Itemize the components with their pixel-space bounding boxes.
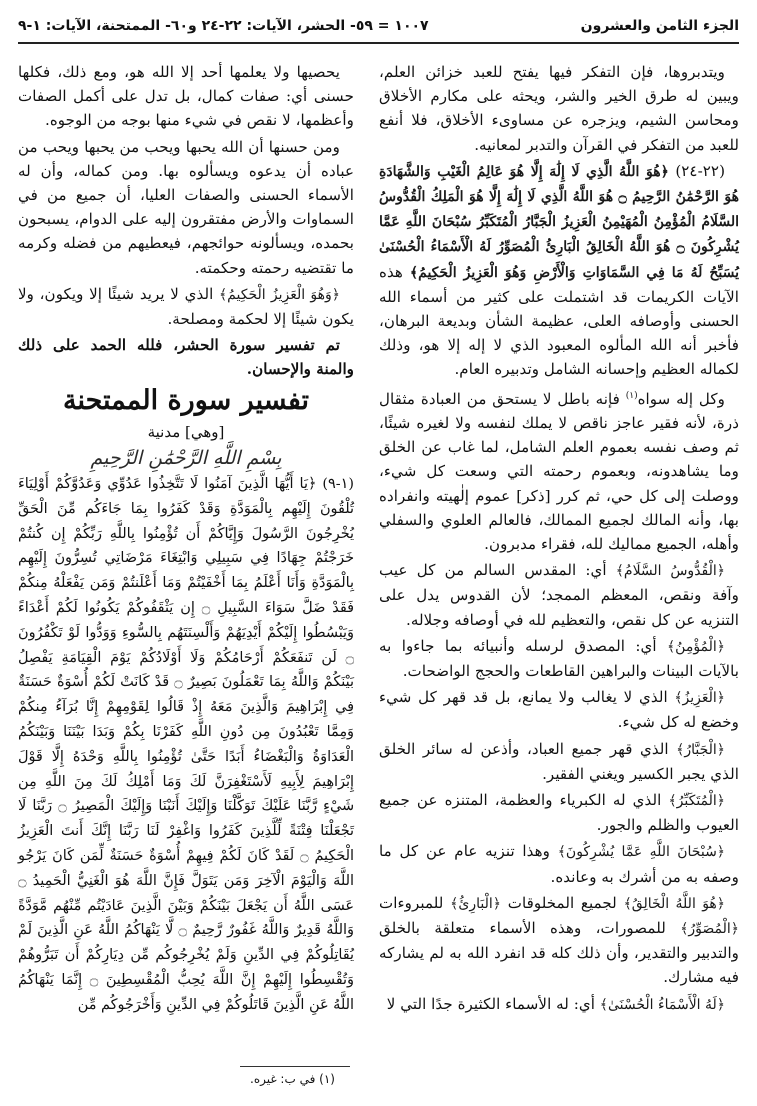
basmala: بِسْمِ اللَّهِ الرَّحْمَٰنِ الرَّحِيمِ — [90, 446, 282, 469]
commentary: للمبروءات — [379, 893, 444, 912]
paragraph — [379, 992, 739, 1017]
quran-quote: ﴿وَهُوَ الْعَزِيزُ الْحَكِيمُ﴾ — [218, 286, 341, 303]
commentary: لجميع المخلوقات — [507, 893, 617, 912]
quran-quote: ﴿الْجَبَّارُ﴾ — [676, 741, 726, 758]
commentary: الذي لا يريد شيئًا إلا ويكون، ولا يكون شيئًا إلا لحكمة ومصلحة. — [18, 284, 354, 329]
header-part: الجزء الثامن والعشرون — [580, 18, 739, 34]
quran-passage — [18, 472, 354, 1018]
verse-range: (١-٩) — [322, 476, 355, 493]
left-column — [18, 60, 354, 1020]
commentary: وكل إله سواه — [637, 389, 725, 408]
commentary: الذي لا يغالب ولا يمانع، بل قد قهر كل شيء وخضع له كل شيء. — [379, 688, 739, 732]
commentary: أي: المصدق لرسله وأنبيائه بما جاءوا به بالآيات البينات والبراهين القاطعات والحجج الواضحات. — [379, 636, 739, 680]
footnote: (١) في ب: غيره. — [250, 1072, 335, 1086]
quran-quote: ﴿الْعَزِيزُ﴾ — [674, 690, 725, 707]
header-reference: ١٠٠٧ = ٥٩- الحشر، الآيات: ٢٢-٢٤ و٦٠- الممتحنة، الآيات: ١-٩ — [18, 18, 429, 34]
commentary: هذه الآيات الكريمات قد اشتملت على كثير من أسماء الله الحسنى وأوصافه العلى، عظيمة الشأن وبديعة البرهان، فأخبر أنه الله المألوه المعبود الذي لا إله إلا هو، وذلك لكماله العظيم وإحسانه الشامل وتدبيره العام. — [379, 262, 739, 379]
quran-quote: ﴿سُبْحَانَ اللَّهِ عَمَّا يُشْرِكُونَ﴾ — [557, 844, 726, 861]
paragraph — [379, 788, 739, 837]
paragraph — [18, 282, 354, 331]
footnote-divider — [240, 1066, 350, 1067]
closing-paragraph: تم تفسير سورة الحشر، فلله الحمد على ذلك والمنة والإحسان. — [18, 336, 354, 379]
paragraph — [379, 384, 739, 556]
verse-range: (٢٢-٢٤) — [675, 161, 725, 180]
paragraph — [379, 891, 739, 990]
commentary: أي: له الأسماء الكثيرة جدًا التي لا — [386, 994, 595, 1013]
quran-quote: ﴿الْقُدُّوسُ السَّلَامُ﴾ — [615, 563, 725, 580]
quran-verse: ﴿هُوَ اللَّهُ الَّذِي لَا إِلَٰهَ إِلَّا هُوَ عَالِمُ الْغَيْبِ وَالشَّهَادَةِ هُوَ الرَّحْمَٰنُ الرَّحِيمُ ۝ هُوَ اللَّهُ الَّذِي لَا إِلَٰهَ إِلَّا هُوَ الْمَلِكُ الْقُدُّوسُ السَّلَامُ الْمُؤْمِنُ الْمُهَيْمِنُ الْعَزِيزُ الْجَبَّارُ الْمُتَكَبِّرُ سُبْحَانَ اللَّهِ عَمَّا يُشْرِكُونَ ۝ هُوَ اللَّهُ الْخَالِقُ الْبَارِئُ الْمُصَوِّرُ لَهُ الْأَسْمَاءُ الْحُسْنَىٰ يُسَبِّحُ لَهُ مَا فِي السَّمَاوَاتِ وَالْأَرْضِ وَهُوَ الْعَزِيزُ الْحَكِيمُ﴾ — [379, 163, 739, 281]
quran-quote: ﴿الْمُصَوِّرُ﴾ — [680, 920, 739, 937]
quran-quote: ﴿لَهُ الْأَسْمَاءُ الْحُسْنَىٰ﴾ — [599, 996, 725, 1013]
quran-quote: ﴿هُوَ اللَّهُ الْخَالِقُ﴾ — [623, 895, 726, 912]
surah-subtitle: [وهي] مدنية — [147, 422, 225, 441]
surah-title: تفسير سورة الممتحنة — [62, 384, 309, 416]
paragraph: ويتدبروها، فإن التفكر فيها يفتح للعبد خزائن العلم، ويبين له طرق الخير والشر، ويحثه على مكارم الأخلاق ومحاسن الشيم، ويزجره عن مساوىء الأخلاق، فلا أنفع للعبد من التفكر في القرآن والتدبر لمعانيه. — [379, 63, 739, 154]
paragraph — [379, 839, 739, 888]
quran-quote: ﴿الْمُتَكَبِّرُ﴾ — [668, 792, 726, 809]
commentary: أي: المقدس السالم من كل عيب وآفة ونقص، المعظم الممجد؛ لأن القدوس يدل على التنزيه عن كل نقص، والتعظيم لله في أوصافه وجلاله. — [379, 561, 739, 629]
footnote-marker: (١) — [625, 390, 638, 401]
paragraph — [379, 737, 739, 786]
paragraph — [379, 558, 739, 632]
paragraph — [379, 634, 739, 683]
commentary: وهذا تنزيه عام عن كل ما وصفه به من أشرك به وعانده. — [379, 842, 739, 886]
paragraph: ومن حسنها أن الله يحبها ويحب من يحبها ويحب من عباده أن يدعوه ويسألوه بها. ومن كماله، وأن له الأسماء الحسنى والصفات العليا، أن جميع من في السماوات والأرض مفتقرون إليه على الدوام، يسبحون بحمده، ويسألونه حوائجهم، فيعطيهم من فضله وكرمه ما تقتضيه رحمته وحكمته. — [18, 137, 354, 277]
right-column — [379, 60, 739, 1019]
paragraph — [379, 159, 739, 382]
commentary: الذي له الكبرياء والعظمة، المتنزه عن جميع العيوب والظلم والجور. — [379, 790, 739, 835]
quran-quote: ﴿الْبَارِئُ﴾ — [450, 895, 501, 912]
commentary: الذي قهر جميع العباد، وأذعن له سائر الخلق الذي يجبر الكسير ويغني الفقير. — [379, 739, 739, 783]
quran-verses: ﴿يَا أَيُّهَا الَّذِينَ آمَنُوا لَا تَتَّخِذُوا عَدُوِّي وَعَدُوَّكُمْ أَوْلِيَاءَ تُلْقُونَ إِلَيْهِم بِالْمَوَدَّةِ وَقَدْ كَفَرُوا بِمَا جَاءَكُم مِّنَ الْحَقِّ يُخْرِجُونَ الرَّسُولَ وَإِيَّاكُمْ أَن تُؤْمِنُوا بِاللَّهِ رَبِّكُمْ إِن كُنتُمْ خَرَجْتُمْ جِهَادًا فِي سَبِيلِي وَابْتِغَاءَ مَرْضَاتِي تُسِرُّونَ إِلَيْهِم بِالْمَوَدَّةِ وَأَنَا أَعْلَمُ بِمَا أَخْفَيْتُمْ وَمَا أَعْلَنتُمْ وَمَن يَفْعَلْهُ مِنكُمْ فَقَدْ ضَلَّ سَوَاءَ السَّبِيلِ ۝ إِن يَثْقَفُوكُمْ يَكُونُوا لَكُمْ أَعْدَاءً وَيَبْسُطُوا إِلَيْكُمْ أَيْدِيَهُمْ وَأَلْسِنَتَهُم بِالسُّوءِ وَوَدُّوا لَوْ تَكْفُرُونَ ۝ لَن تَنفَعَكُمْ أَرْحَامُكُمْ وَلَا أَوْلَادُكُمْ يَوْمَ الْقِيَامَةِ يَفْصِلُ بَيْنَكُمْ وَاللَّهُ بِمَا تَعْمَلُونَ بَصِيرٌ ۝ قَدْ كَانَتْ لَكُمْ أُسْوَةٌ حَسَنَةٌ فِي إِبْرَاهِيمَ وَالَّذِينَ مَعَهُ إِذْ قَالُوا لِقَوْمِهِمْ إِنَّا بُرَآءُ مِنكُمْ وَمِمَّا تَعْبُدُونَ مِن دُونِ اللَّهِ كَفَرْنَا بِكُمْ وَبَدَا بَيْنَنَا وَبَيْنَكُمُ الْعَدَاوَةُ وَالْبَغْضَاءُ أَبَدًا حَتَّىٰ تُؤْمِنُوا بِاللَّهِ وَحْدَهُ إِلَّا قَوْلَ إِبْرَاهِيمَ لِأَبِيهِ لَأَسْتَغْفِرَنَّ لَكَ وَمَا أَمْلِكُ لَكَ مِنَ اللَّهِ مِن شَيْءٍ رَّبَّنَا عَلَيْكَ تَوَكَّلْنَا وَإِلَيْكَ أَنَبْنَا وَإِلَيْكَ الْمَصِيرُ ۝ رَبَّنَا لَا تَجْعَلْنَا فِتْنَةً لِّلَّذِينَ كَفَرُوا وَاغْفِرْ لَنَا رَبَّنَا إِنَّكَ أَنتَ الْعَزِيزُ الْحَكِيمُ ۝ لَقَدْ كَانَ لَكُمْ فِيهِمْ أُسْوَةٌ حَسَنَةٌ لِّمَن كَانَ يَرْجُو اللَّهَ وَالْيَوْمَ الْآخِرَ وَمَن يَتَوَلَّ فَإِنَّ اللَّهَ هُوَ الْغَنِيُّ الْحَمِيدُ ۝ عَسَى اللَّهُ أَن يَجْعَلَ بَيْنَكُمْ وَبَيْنَ الَّذِينَ عَادَيْتُم مِّنْهُم مَّوَدَّةً وَاللَّهُ قَدِيرٌ وَاللَّهُ غَفُورٌ رَّحِيمٌ ۝ لَّا يَنْهَاكُمُ اللَّهُ عَنِ الَّذِينَ لَمْ يُقَاتِلُوكُمْ فِي الدِّينِ وَلَمْ يُخْرِجُوكُم مِّن دِيَارِكُمْ أَن تَبَرُّوهُمْ وَتُقْسِطُوا إِلَيْهِمْ إِنَّ اللَّهَ يُحِبُّ الْمُقْسِطِينَ ۝ إِنَّمَا يَنْهَاكُمُ اللَّهُ عَنِ الَّذِينَ قَاتَلُوكُمْ فِي الدِّينِ وَأَخْرَجُوكُم مِّن — [18, 476, 355, 1013]
paragraph — [379, 685, 739, 734]
commentary: للمصورات، وهذه الأسماء متعلقة بالخلق والتدبير والتقدير، وأن ذلك كله قد انفرد الله به لم يشاركه فيه مشارك. — [379, 918, 739, 987]
commentary: فإنه باطل لا يستحق من العبادة مثقال ذرة، لأنه فقير عاجز ناقص لا يملك لنفسه ولا لغيره شيئًا، ثم وصف نفسه بعموم العلم الشامل، لما غاب عن الخلق وما يشاهدونه، وبعموم رحمته التي وسعت كل شيء، ووصلت إلى كل حي، ثم كرر [ذكر] عموم إلٰهيته وانفراده بها، وأنه المالك لجميع الممالك، فالعالم العلوي والسفلي وأهله، الجميع مماليك لله، فقراء مدبرون. — [379, 389, 739, 553]
page-header — [18, 12, 739, 44]
paragraph: يحصيها ولا يعلمها أحد إلا الله هو، ومع ذلك، فكلها حسنى أي: صفات كمال، بل تدل على أكمل الصفات وأعظمها، لا نقص في شيء منها بوجه من الوجوه. — [18, 63, 354, 130]
quran-quote: ﴿الْمُؤْمِنُ﴾ — [666, 638, 725, 655]
